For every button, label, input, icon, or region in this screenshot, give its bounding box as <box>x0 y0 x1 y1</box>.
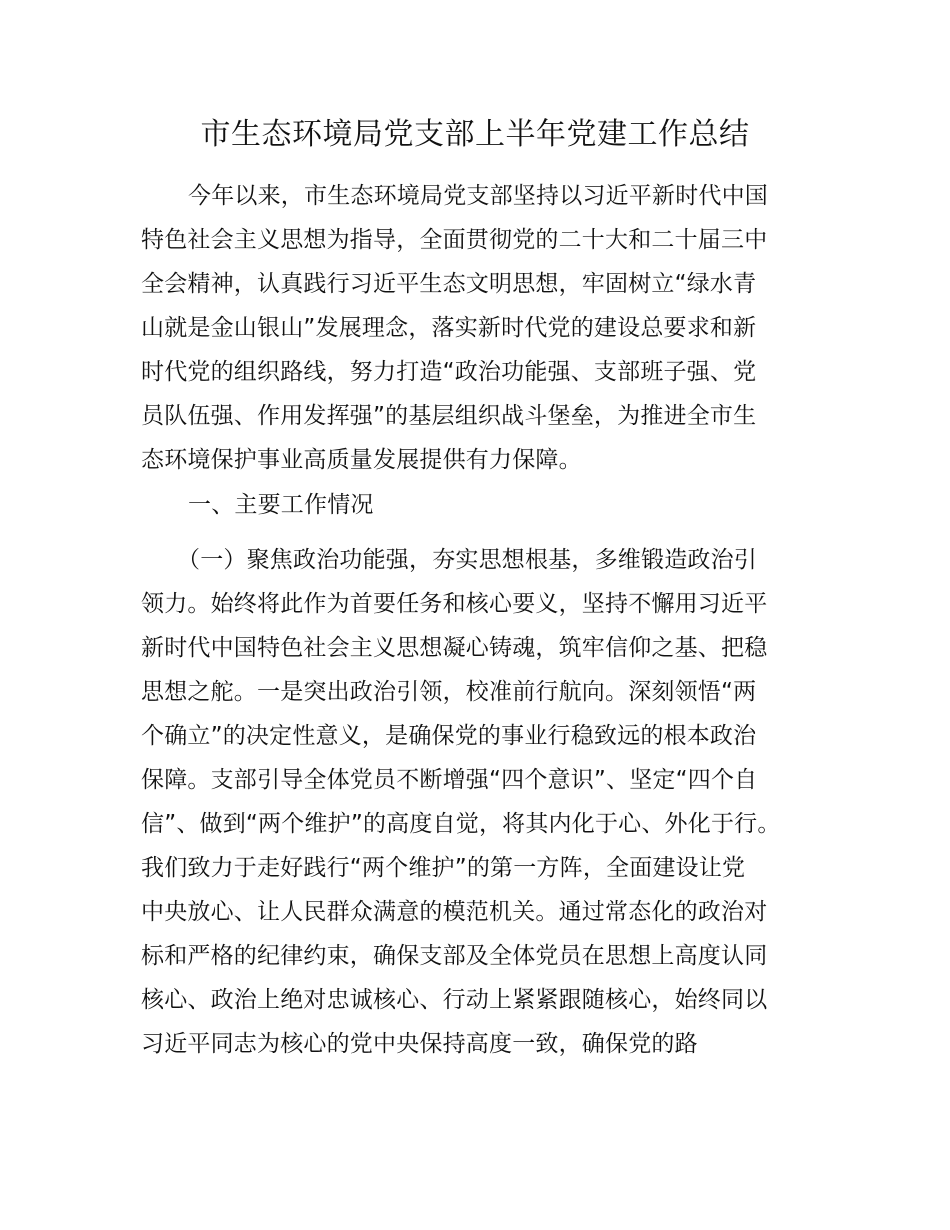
paragraph-line-19: 习近平同志为核心的党中央保持高度一致，确保党的路 <box>141 1031 698 1057</box>
paragraph-line-3: 全会精神，认真践行习近平生态文明思想，牢固树立“绿水青 <box>141 271 757 297</box>
paragraph-line-14: 信”、做到“两个维护”的高度自觉，将其内化于心、外化于行。 <box>141 811 781 837</box>
section-heading: 一、主要工作情况 <box>188 492 374 518</box>
paragraph-line-9: 领力。始终将此作为首要任务和核心要义，坚持不懈用习近平 <box>141 591 768 617</box>
paragraph-line-1: 今年以来，市生态环境局党支部坚持以习近平新时代中国 <box>188 183 768 209</box>
paragraph-line-6: 员队伍强、作用发挥强”的基层组织战斗堡垒，为推进全市生 <box>141 403 757 429</box>
paragraph-line-16: 中央放心、让人民群众满意的模范机关。通过常态化的政治对 <box>141 899 768 925</box>
paragraph-line-7: 态环境保护事业高质量发展提供有力保障。 <box>141 447 582 473</box>
paragraph-line-13: 保障。支部引导全体党员不断增强“四个意识”、坚定“四个自 <box>141 767 758 793</box>
paragraph-line-2: 特色社会主义思想为指导，全面贯彻党的二十大和二十届三中 <box>141 227 768 253</box>
paragraph-line-17: 标和严格的纪律约束，确保支部及全体党员在思想上高度认同 <box>141 943 768 969</box>
paragraph-line-10: 新时代中国特色社会主义思想凝心铸魂，筑牢信仰之基、把稳 <box>141 635 768 661</box>
paragraph-line-15: 我们致力于走好践行“两个维护”的第一方阵，全面建设让党 <box>141 855 746 881</box>
paragraph-line-8: （一）聚焦政治功能强，夯实思想根基，多维锻造政治引 <box>177 547 757 573</box>
document-title: 市生态环境局党支部上半年党建工作总结 <box>200 117 750 152</box>
paragraph-line-4: 山就是金山银山”发展理念，落实新时代党的建设总要求和新 <box>141 315 757 341</box>
paragraph-line-11: 思想之舵。一是突出政治引领，校准前行航向。深刻领悟“两 <box>141 679 757 705</box>
paragraph-line-5: 时代党的组织路线，努力打造“政治功能强、支部班子强、党 <box>141 359 757 385</box>
paragraph-line-12: 个确立”的决定性意义，是确保党的事业行稳致远的根本政治 <box>141 723 757 749</box>
paragraph-line-18: 核心、政治上绝对忠诚核心、行动上紧紧跟随核心，始终同以 <box>141 987 768 1013</box>
